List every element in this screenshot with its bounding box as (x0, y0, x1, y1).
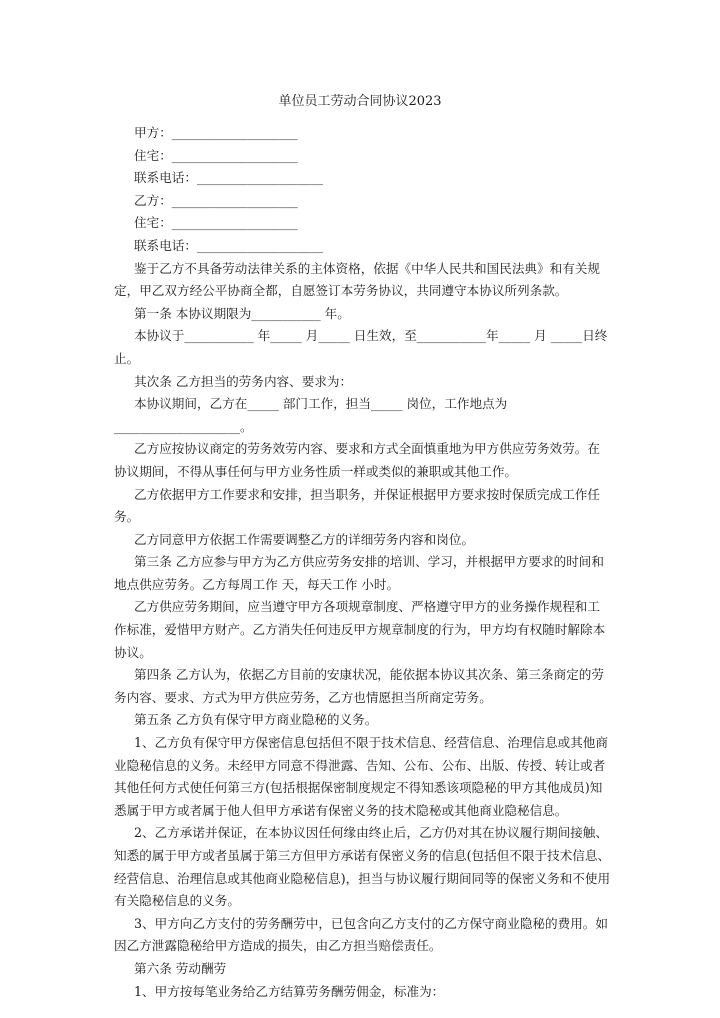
preamble-paragraph: 鉴于乙方不具备劳动法律关系的主体资格，依据《中华人民共和国民法典》和有关规定，甲乙双方经公平协商全都，自愿签订本劳务协议，共同遵守本协议所列条款。 (114, 260, 600, 299)
article-1-heading: 第一条 本协议期限为___________ 年。 (134, 305, 350, 321)
article-2-heading: 其次条 乙方担当的劳务内容、要求为： (134, 373, 353, 389)
document-body (114, 122, 611, 1003)
article-5-heading: 第五条 乙方负有保守甲方商业隐秘的义务。 (134, 712, 378, 728)
party-a-field: 甲方：____________________ (134, 125, 298, 140)
confidentiality-clause-1: 1、乙方负有保守甲方保密信息包括但不限于技术信息、经营信息、治理信息或其他商业隐秘信息的义务。未经甲方同意不得泄露、告知、公布、公布、出版、传授、转让或者其他任何方式使任何第三方(包括根据保密制度规定不得知悉该项隐秘的甲方其他成员)知悉属于甲方或者属于他人但甲方承诺有保密义务的技术隐秘或其他商业隐秘信息。 (114, 735, 608, 818)
party-b-phone-field: 联系电话：____________________ (134, 237, 323, 253)
party-b-address-field: 住宅：____________________ (134, 215, 298, 231)
task-paragraph: 乙方依据甲方工作要求和安排，担当职务，并保证根据甲方要求按时保质完成工作任务。 (114, 486, 600, 525)
party-b-field: 乙方：____________________ (134, 192, 298, 208)
effective-date-paragraph: 本协议于___________ 年_____ 月_____ 日生效，至___________年_____ 月 _____日终止。 (114, 328, 608, 366)
service-duty-paragraph: 乙方应按协议商定的劳务效劳内容、要求和方式全面慎重地为甲方供应劳务效劳。在协议期间，不得从事任何与甲方业务性质一样或类似的兼职或其他工作。 (114, 441, 600, 479)
article-3-paragraph: 第三条 乙方应参与甲方为乙方供应劳务安排的培训、学习，并根据甲方要求的时间和地点供应劳务。乙方每周工作 天，每天工作 小时。 (114, 554, 604, 592)
rules-paragraph: 乙方供应劳务期间，应当遵守甲方各项规章制度、严格遵守甲方的业务操作规程和工作标准，爱惜甲方财产。乙方消失任何违反甲方规章制度的行为，甲方均有权随时解除本协议。 (114, 599, 606, 660)
article-6-heading: 第六条 劳动酬劳 (134, 960, 227, 976)
confidentiality-clause-2: 2、乙方承诺并保证，在本协议因任何缘由终止后，乙方仍对其在协议履行期间接触、知悉的属于甲方或者虽属于第三方但甲方承诺有保密义务的信息(包括但不限于技术信息、经营信息、治理信息或其他商业隐秘信息)，担当与协议履行期间同等的保密义务和不使用有关隐秘信息的义务。 (114, 825, 611, 909)
party-a-phone-field: 联系电话：____________________ (134, 170, 323, 186)
party-a-address-field: 住宅：____________________ (134, 147, 298, 163)
compensation-clause-1: 1、甲方按每笔业务给乙方结算劳务酬劳佣金，标准为： (134, 983, 445, 999)
adjustment-paragraph: 乙方同意甲方依据工作需要调整乙方的详细劳务内容和岗位。 (134, 531, 475, 547)
document-title: 单位员工劳动合同协议2023 (278, 94, 442, 109)
article-4-paragraph: 第四条 乙方认为，依据乙方目前的安康状况，能依据本协议其次条、第三条商定的劳务内容、要求、方式为甲方供应劳务，乙方也情愿担当所商定劳务。 (114, 667, 604, 705)
confidentiality-clause-3: 3、甲方向乙方支付的劳务酬劳中，已包含向乙方支付的乙方保守商业隐秘的费用。如因乙方泄露隐秘给甲方造成的损失，由乙方担当赔偿责任。 (114, 915, 608, 954)
work-location-paragraph: 本协议期间，乙方在_____ 部门工作，担当_____ 岗位，工作地点为____________________。 (114, 396, 508, 434)
